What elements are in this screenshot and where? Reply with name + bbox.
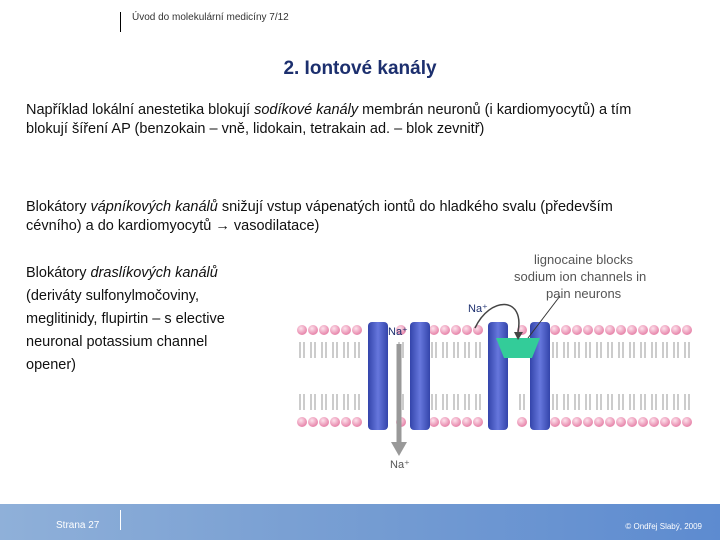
lipid-head — [583, 325, 593, 335]
slide-title-text: 2. Iontové kanály — [283, 58, 437, 79]
lipid-head — [682, 417, 692, 427]
lipid-head — [638, 325, 648, 335]
lipid-head — [594, 325, 604, 335]
copyright: © Ondřej Slabý, 2009 — [625, 522, 702, 531]
lipid-head — [330, 417, 340, 427]
na-label-bottom: Na⁺ — [390, 459, 410, 471]
lipid-head — [682, 325, 692, 335]
lipid-head — [616, 325, 626, 335]
lipid-head — [352, 325, 362, 335]
ion-flow-arrowhead — [391, 442, 407, 456]
lipid-head — [660, 417, 670, 427]
lipid-head — [462, 325, 472, 335]
lipid-head — [297, 325, 307, 335]
p2-text-c: snižují vstup vápenatých iontů do hladkého svalu (především cévního) a do kardiomyocytů → vasodilatace) — [26, 199, 613, 234]
p2-text-italic: vápníkových kanálů — [90, 199, 218, 215]
lipid-head — [440, 417, 450, 427]
page-number: Strana 27 — [56, 520, 100, 531]
paragraph-calcium — [26, 198, 666, 236]
lipid-head — [352, 417, 362, 427]
lipid-head — [429, 325, 439, 335]
p1-text-c: membrán neuronů (i kardiomyocytů) a tím blokují šíření AP (benzokain – vně, lidokain, tetrakain ad. – blok zevnitř) — [26, 102, 632, 137]
lipid-head — [319, 325, 329, 335]
lipid-head — [462, 417, 472, 427]
lipid-head — [572, 417, 582, 427]
lipid-head — [517, 417, 527, 427]
lipid-head — [561, 325, 571, 335]
na-label-top-right: Na⁺ — [468, 303, 488, 315]
footer-divider — [120, 510, 121, 530]
header-bar — [0, 0, 720, 36]
lipid-head — [440, 325, 450, 335]
lipid-head — [605, 325, 615, 335]
na-label-top-left: Na⁺ — [388, 326, 408, 338]
lipid-head — [297, 417, 307, 427]
p3-text-italic: draslíkových kanálů — [90, 265, 218, 281]
lipid-head — [473, 417, 483, 427]
lipid-head — [649, 417, 659, 427]
lipid-head — [594, 417, 604, 427]
lipid-head — [451, 325, 461, 335]
lipid-head — [473, 325, 483, 335]
lipid-head — [572, 325, 582, 335]
lipid-head — [583, 417, 593, 427]
lipid-head — [451, 417, 461, 427]
lipid-head — [660, 325, 670, 335]
footer-bar — [0, 504, 720, 540]
lipid-head — [550, 417, 560, 427]
caption-line-1: lignocaine blocks — [534, 252, 634, 267]
p3-text-a: Blokátory — [26, 265, 91, 281]
lipid-head — [638, 417, 648, 427]
lipid-head — [550, 325, 560, 335]
lipid-head — [671, 417, 681, 427]
lipid-head — [319, 417, 329, 427]
lipid-head — [341, 417, 351, 427]
p1-text-italic: sodíkové kanály — [254, 102, 359, 118]
lipid-head — [308, 325, 318, 335]
lipid-head — [671, 325, 681, 335]
lipid-head — [308, 417, 318, 427]
lipid-head — [341, 325, 351, 335]
paragraph-potassium — [26, 262, 256, 377]
lipid-head — [627, 417, 637, 427]
lipid-head — [429, 417, 439, 427]
channel-protein — [410, 322, 430, 430]
header-divider — [120, 12, 121, 32]
slide-title — [0, 58, 720, 80]
lipid-head — [616, 417, 626, 427]
lipid-head — [561, 417, 571, 427]
caption-line-3: pain neurons — [546, 286, 622, 301]
lipid-head — [627, 325, 637, 335]
channel-protein — [368, 322, 388, 430]
p1-text-a: Například lokální anestetika blokují — [26, 102, 255, 118]
course-title: Úvod do molekulární medicíny 7/12 — [132, 12, 289, 23]
p3-text-c: (deriváty sulfonylmočoviny, meglitinidy, flupirtin – s elective neuronal potassium channel opener) — [26, 288, 225, 373]
p2-text-a: Blokátory — [26, 199, 91, 215]
caption-line-2: sodium ion channels in — [514, 269, 647, 284]
paragraph-sodium — [26, 101, 676, 139]
lipid-head — [605, 417, 615, 427]
lipid-head — [649, 325, 659, 335]
lipid-head — [330, 325, 340, 335]
ion-channel-figure — [290, 246, 710, 476]
